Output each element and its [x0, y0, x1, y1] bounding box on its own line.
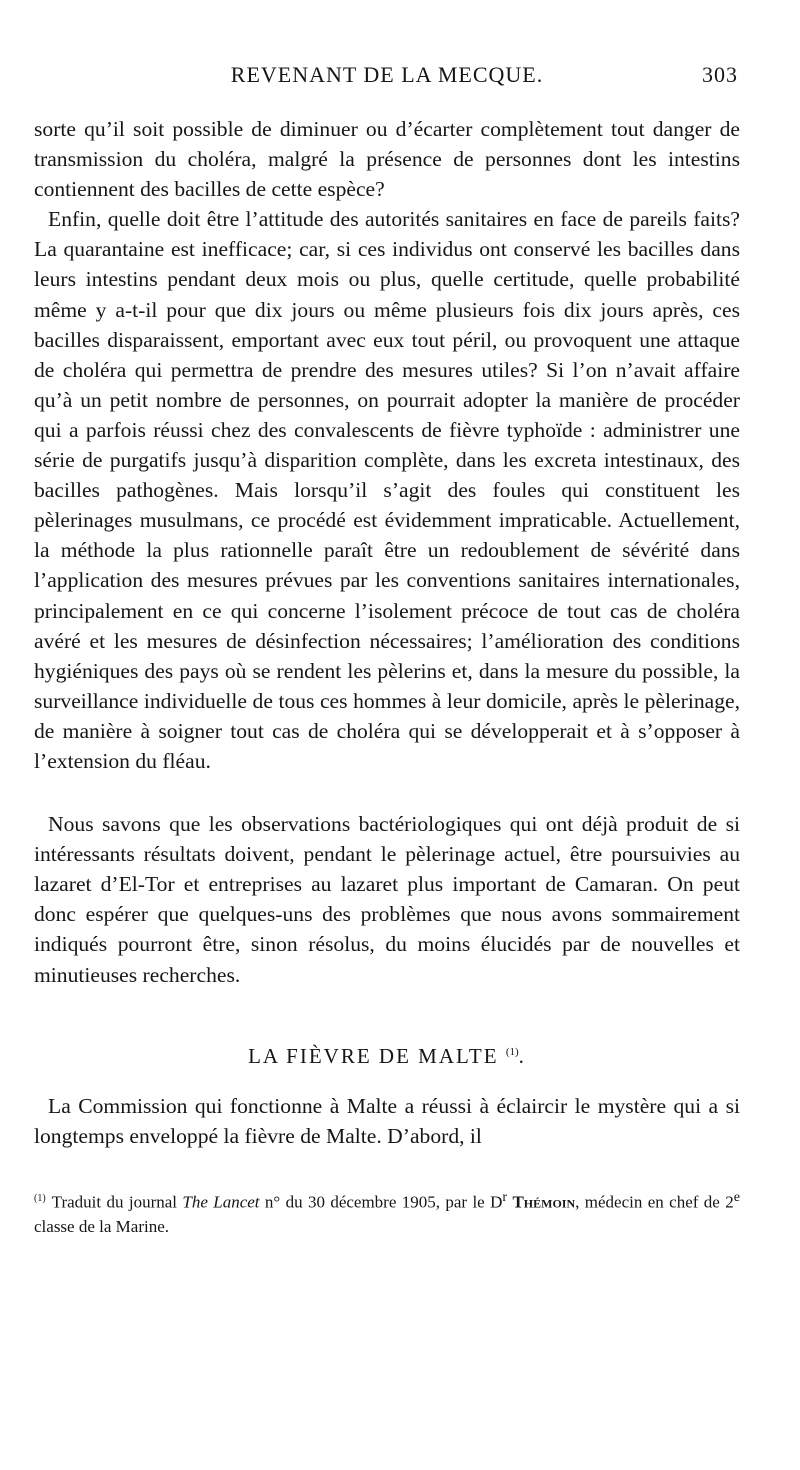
footnote-text-before: Traduit du journal	[51, 1192, 183, 1212]
section-title-text: LA FIÈVRE DE MALTE	[248, 1043, 499, 1068]
paragraph-attitude: Enfin, quelle doit être l’attitude des autorités sanitaires en face de pareils faits? La quarantaine est inefficace; car, si ces individus ont conservé les bacilles dans leurs intestins pendant deux mois ou plus, quelle certitude, quelle probabilité même y a-t-il pour que dix jours ou même plusieurs fois dix jours après, ces bacilles disparaissent, emportant avec eux tout péril, ou provoquent une attaque de choléra qui permettra de prendre des mesures utiles? Si l’on n’avait affaire qu’à un petit nombre de personnes, on pourrait adopter la manière de procéder qui a parfois réussi chez des convalescents de fièvre typhoïde : administrer une série de purgatifs jusqu’à disparition complète, dans les excreta intestinaux, des bacilles pathogènes. Mais lorsqu’il s’agit des foules qui constituent les pèlerinages musulmans, ce procédé est évidemment impraticable. Actuellement, la méthode la plus rationnelle paraît être un redoublement de sévérité dans l’application des mesures prévues par les conventions sanitaires internationales, principalement en ce qui concerne l’isolement précoce de tout cas de choléra avéré et les mesures de désinfection nécessaires; l’amélioration des conditions hygiéniques des pays où se rendent les pèlerins et, dans la mesure du possible, la surveillance individuelle de tous ces hommes à leur domicile, après le pèlerinage, de manière à soigner tout cas de choléra qui se développerait et à s’opposer à l’extension du fléau.	[34, 207, 740, 773]
page-number: 303	[702, 62, 738, 87]
footnote-dr-sup: r	[502, 1188, 508, 1205]
paragraph-continuation: sorte qu’il soit possible de diminuer ou d’écarter complètement tout danger de transmission du choléra, malgré la présence de personnes dont les intestins contiennent des bacilles de cette espèce?	[34, 117, 740, 202]
paragraph-malta: La Commission qui fonctionne à Malte a réussi à éclaircir le mystère qui a si longtemps enveloppé la fièvre de Malte. D’abord, il	[34, 1093, 740, 1148]
section-title: LA FIÈVRE DE MALTE $^{(1)}$.	[248, 1043, 526, 1068]
footnote-author: Thémoin	[512, 1192, 576, 1212]
running-head	[34, 62, 740, 90]
footnote	[34, 1185, 740, 1240]
footnote-mark: (1)	[34, 1192, 46, 1204]
footnote-journal: The Lancet	[182, 1192, 260, 1212]
footnote-text-middle: n° du 30 décembre 1905, par le D	[259, 1192, 503, 1212]
body-text	[34, 114, 740, 1151]
document-page	[34, 62, 740, 1239]
footnote-reference: (1)	[505, 1045, 519, 1058]
footnote-class-sup: e	[733, 1188, 740, 1205]
paragraph-observations: Nous savons que les observations bactériologiques qui ont déjà produit de si intéressants résultats doivent, pendant le pèlerinage actuel, être poursuivies au lazaret d’El-Tor et entreprises au lazaret plus important de Camaran. On peut donc espérer que quelques-uns des problèmes que nous avons sommairement indiqués pourront être, sinon résolus, du moins élucidés par de nouvelles et minutieuses recherches.	[34, 812, 740, 987]
running-title: REVENANT DE LA MECQUE.	[230, 62, 544, 87]
footnote-text-end: classe de la Marine.	[34, 1217, 169, 1237]
footnote-text-after: , médecin en chef de 2	[575, 1192, 734, 1212]
